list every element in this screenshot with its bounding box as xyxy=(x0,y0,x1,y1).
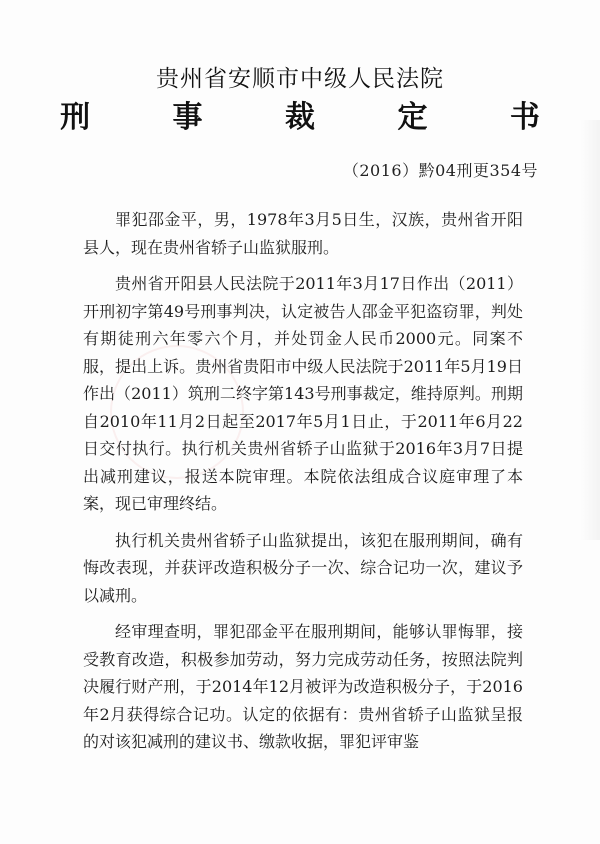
document-body xyxy=(83,206,523,765)
paragraph-case-history: 贵州省开阳县人民法院于2011年3月17日作出（2011）开刑初字第49号刑事判决，认定被告人邵金平犯盗窃罪，判处有期徒刑六年零六个月，并处罚金人民币2000元。同案不服，提出上诉。贵州省贵阳市中级人民法院于2011年5月19日作出（2011）筑刑二终字第143号刑事裁定，维持原判。刑期自2010年11月2日起至2017年5月1日止，于2011年6月22日交付执行。执行机关贵州省轿子山监狱于2016年3月7日提出减刑建议，报送本院审理。本院依法组成合议庭审理了本案，现已审理终结。 xyxy=(83,274,523,513)
paragraph-prison-proposal: 执行机关贵州省轿子山监狱提出，该犯在服刑期间，确有悔改表现，并获评改造积极分子一次、综合记功一次，建议予以减刑。 xyxy=(83,530,523,605)
court-name: 贵州省安顺市中级人民法院 xyxy=(156,66,444,92)
paragraph-defendant-info: 罪犯邵金平，男，1978年3月5日生，汉族，贵州省开阳县人，现在贵州省轿子山监狱服刑。 xyxy=(83,210,523,257)
document-type-title: 刑 事 裁 定 书 xyxy=(60,100,576,135)
paragraph-findings: 经审理查明，罪犯邵金平在服刑期间，能够认罪悔罪，接受教育改造，积极参加劳动，努力完成劳动任务，按照法院判决履行财产刑，于2014年12月被评为改造积极分子，于2016年2月获得综合记功。认定的依据有：贵州省轿子山监狱呈报的对该犯减刑的建议书、缴款收据，罪犯评审鉴 xyxy=(83,622,523,751)
page-edge-shadow xyxy=(580,120,600,540)
case-number: （2016）黔04刑更354号 xyxy=(342,161,538,180)
